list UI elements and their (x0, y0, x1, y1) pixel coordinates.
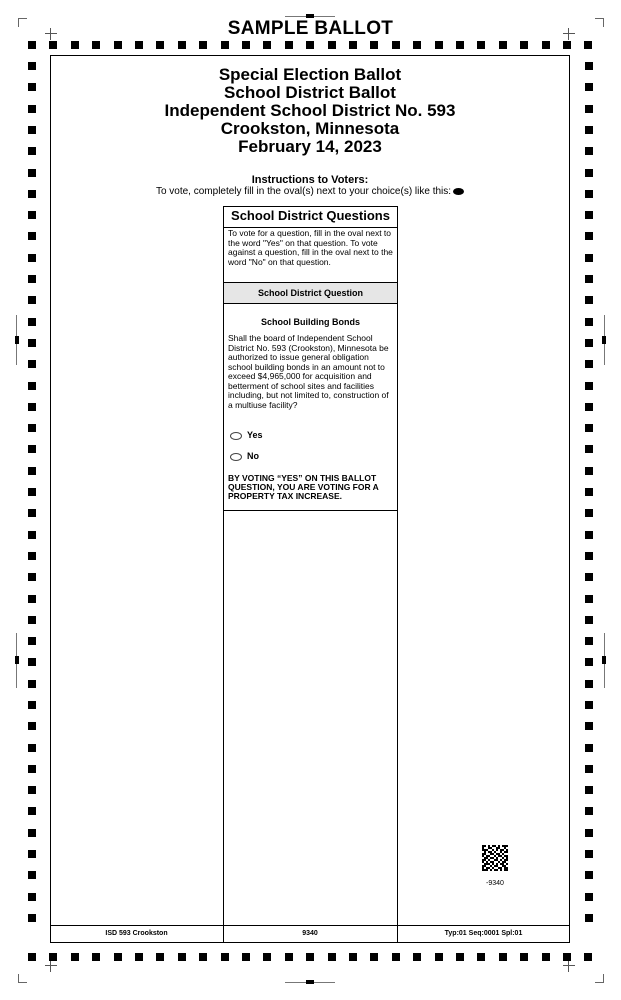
timing-mark (456, 41, 464, 49)
column-heading: School District Questions (231, 208, 390, 223)
timing-mark (135, 953, 143, 961)
timing-mark (585, 232, 593, 240)
timing-mark (28, 339, 36, 347)
timing-mark (242, 41, 250, 49)
ballot-header (50, 66, 570, 156)
timing-mark (585, 190, 593, 198)
timing-mark (28, 722, 36, 730)
footer-divider (50, 925, 570, 926)
timing-mark (28, 126, 36, 134)
timing-mark (585, 296, 593, 304)
corner-mark-top-left (18, 18, 27, 27)
section-label: School District Question (224, 283, 397, 303)
header-line-4: Crookston, Minnesota (220, 119, 400, 138)
timing-mark (221, 953, 229, 961)
side-dash-right (602, 336, 606, 344)
timing-mark (413, 41, 421, 49)
header-line-2: School District Ballot (224, 83, 396, 102)
timing-mark (585, 786, 593, 794)
timing-mark (199, 953, 207, 961)
timing-mark (585, 829, 593, 837)
timing-mark (28, 573, 36, 581)
instructions-text-row (50, 186, 570, 197)
timing-mark (563, 41, 571, 49)
timing-mark (92, 41, 100, 49)
timing-mark (28, 445, 36, 453)
timing-mark (328, 953, 336, 961)
timing-mark (28, 296, 36, 304)
timing-mark (71, 41, 79, 49)
timing-mark (28, 850, 36, 858)
corner-mark-top-right (595, 18, 604, 27)
timing-mark (585, 573, 593, 581)
timing-mark (542, 41, 550, 49)
timing-mark (585, 531, 593, 539)
timing-mark (585, 126, 593, 134)
timing-mark (92, 953, 100, 961)
timing-mark (585, 445, 593, 453)
barcode-number: -9340 (486, 880, 504, 887)
corner-mark-bottom-right (595, 974, 604, 983)
timing-mark (28, 701, 36, 709)
timing-mark (585, 595, 593, 603)
timing-mark (28, 953, 36, 961)
timing-mark (28, 105, 36, 113)
timing-mark (585, 467, 593, 475)
timing-mark (349, 41, 357, 49)
timing-mark (520, 41, 528, 49)
timing-mark (28, 509, 36, 517)
timing-mark (28, 190, 36, 198)
choice-no-label: No (247, 451, 259, 461)
registration-cross-icon (563, 28, 575, 40)
timing-mark (585, 105, 593, 113)
timing-mark (585, 765, 593, 773)
timing-mark (28, 531, 36, 539)
instructions-text: To vote, completely fill in the oval(s) next to your choice(s) like this: (155, 186, 452, 197)
footer-right: Typ:01 Seq:0001 Spl:01 (444, 930, 523, 937)
timing-mark (28, 147, 36, 155)
timing-mark (585, 616, 593, 624)
timing-mark (585, 211, 593, 219)
timing-mark (71, 953, 79, 961)
timing-mark (28, 211, 36, 219)
timing-mark (28, 254, 36, 262)
timing-mark (477, 953, 485, 961)
timing-mark (435, 953, 443, 961)
timing-mark (370, 953, 378, 961)
timing-mark (242, 953, 250, 961)
timing-mark (585, 275, 593, 283)
timing-mark (585, 701, 593, 709)
column-divider (223, 303, 398, 304)
timing-mark (585, 680, 593, 688)
timing-mark (28, 765, 36, 773)
timing-mark (585, 83, 593, 91)
timing-mark (28, 871, 36, 879)
timing-mark (28, 658, 36, 666)
timing-mark (28, 893, 36, 901)
timing-mark (585, 807, 593, 815)
timing-mark (349, 953, 357, 961)
timing-mark (28, 382, 36, 390)
side-dash-left (15, 656, 19, 664)
header-line-5: February 14, 2023 (238, 137, 382, 156)
timing-mark (28, 360, 36, 368)
timing-mark (28, 41, 36, 49)
footer-left: ISD 593 Crookston (105, 930, 168, 937)
timing-mark (413, 953, 421, 961)
timing-mark (585, 403, 593, 411)
tax-warning: BY VOTING “YES” ON THIS BALLOT QUESTION, YOU ARE VOTING FOR A PROPERTY TAX INCREASE. (228, 473, 379, 501)
timing-mark (28, 83, 36, 91)
column-instructions: To vote for a question, fill in the oval next to the word "Yes" on that question. To vote against a question, fill in the oval next to the word "No" on that question. (228, 228, 393, 267)
timing-mark (584, 953, 592, 961)
timing-mark (28, 424, 36, 432)
timing-mark (585, 147, 593, 155)
timing-mark (199, 41, 207, 49)
timing-mark (585, 509, 593, 517)
timing-mark (28, 169, 36, 177)
timing-mark (28, 595, 36, 603)
timing-mark (28, 318, 36, 326)
timing-mark (285, 41, 293, 49)
header-line-1: Special Election Ballot (218, 65, 402, 84)
timing-mark (49, 41, 57, 49)
bottom-center-dash (306, 980, 314, 984)
timing-mark (28, 807, 36, 815)
top-center-dash (306, 14, 314, 18)
timing-mark (456, 953, 464, 961)
timing-mark (28, 616, 36, 624)
timing-mark (584, 41, 592, 49)
timing-mark (263, 953, 271, 961)
timing-mark (585, 382, 593, 390)
timing-mark (585, 62, 593, 70)
timing-mark (392, 41, 400, 49)
timing-mark (585, 488, 593, 496)
timing-mark (28, 488, 36, 496)
timing-mark (585, 318, 593, 326)
timing-mark (370, 41, 378, 49)
timing-mark (435, 41, 443, 49)
timing-mark (542, 953, 550, 961)
timing-mark (28, 680, 36, 688)
timing-mark (28, 403, 36, 411)
timing-mark (499, 953, 507, 961)
timing-mark (156, 41, 164, 49)
timing-mark (477, 41, 485, 49)
timing-mark (585, 722, 593, 730)
timing-mark (585, 914, 593, 922)
timing-mark (392, 953, 400, 961)
timing-mark (28, 786, 36, 794)
oval-icon[interactable] (230, 432, 242, 440)
timing-mark (178, 953, 186, 961)
timing-mark (585, 169, 593, 177)
timing-mark (178, 41, 186, 49)
corner-mark-bottom-left (18, 974, 27, 983)
timing-mark (585, 893, 593, 901)
timing-mark (585, 339, 593, 347)
timing-mark (520, 953, 528, 961)
timing-mark (135, 41, 143, 49)
timing-mark (28, 62, 36, 70)
timing-mark (585, 424, 593, 432)
column-divider (223, 510, 398, 511)
timing-mark (585, 658, 593, 666)
timing-mark (263, 41, 271, 49)
timing-mark (563, 953, 571, 961)
timing-mark (585, 637, 593, 645)
timing-mark (28, 467, 36, 475)
timing-mark (306, 953, 314, 961)
timing-mark (28, 232, 36, 240)
question-text: Shall the board of Independent School District No. 593 (Crookston), Minnesota be authorized to issue general obligation school building bonds in an amount not to exceed $4,965,000 for acquisition and betterment of school sites and facilities including, but not limited to, construction of a multiuse facility? (228, 333, 389, 410)
registration-cross-icon (45, 28, 57, 40)
side-dash-right (602, 656, 606, 664)
oval-icon[interactable] (230, 453, 242, 461)
choice-yes[interactable] (230, 430, 263, 440)
timing-mark (49, 953, 57, 961)
barcode-icon (482, 845, 508, 871)
sample-ballot-title: SAMPLE BALLOT (227, 18, 394, 39)
timing-mark (585, 254, 593, 262)
registration-cross-icon (45, 960, 57, 972)
timing-mark (28, 829, 36, 837)
timing-mark (328, 41, 336, 49)
timing-mark (585, 871, 593, 879)
instructions-title: Instructions to Voters: (251, 174, 369, 186)
header-line-3: Independent School District No. 593 (164, 101, 456, 120)
choice-yes-label: Yes (247, 430, 263, 440)
timing-mark (585, 360, 593, 368)
timing-mark (156, 953, 164, 961)
timing-mark (285, 953, 293, 961)
timing-mark (28, 914, 36, 922)
timing-mark (28, 637, 36, 645)
timing-mark (114, 953, 122, 961)
timing-mark (585, 744, 593, 752)
footer-center: 9340 (302, 930, 318, 937)
registration-cross-icon (563, 960, 575, 972)
timing-mark (28, 552, 36, 560)
timing-mark (221, 41, 229, 49)
question-title: School Building Bonds (261, 317, 360, 327)
side-dash-left (15, 336, 19, 344)
timing-mark (28, 275, 36, 283)
choice-no[interactable] (230, 451, 259, 461)
timing-mark (306, 41, 314, 49)
column-top-border (223, 206, 398, 207)
timing-mark (28, 744, 36, 752)
filled-oval-icon (453, 188, 464, 195)
timing-mark (585, 850, 593, 858)
timing-mark (585, 552, 593, 560)
timing-mark (499, 41, 507, 49)
timing-mark (114, 41, 122, 49)
